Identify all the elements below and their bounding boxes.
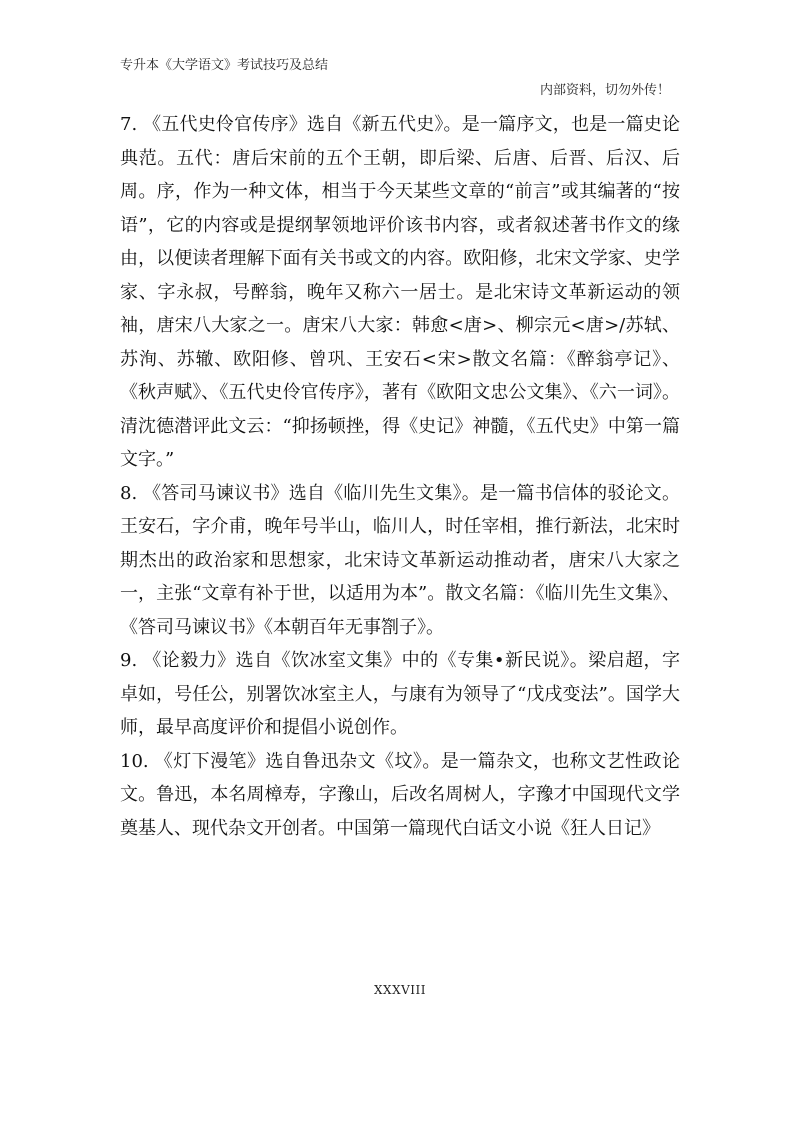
document-body xyxy=(120,108,680,845)
paragraph-item-9: 9. 《论毅力》选自《饮冰室文集》中的《专集•新民说》。梁启超，字卓如，号任公，别署饮冰室主人，与康有为领导了“戊戌变法”。国学大师，最早高度评价和提倡小说创作。 xyxy=(120,650,680,738)
page-number: XXXVIII xyxy=(373,983,426,997)
paragraph-item-8: 8. 《答司马谏议书》选自《临川先生文集》。是一篇书信体的驳论文。王安石，字介甫，晚年号半山，临川人，时任宰相，推行新法，北宋时期杰出的政治家和思想家，北宋诗文革新运动推动者，唐宋八大家之一，主张“文章有补于世，以适用为本”。散文名篇：《临川先生文集》、《答司马谏议书》《本朝百年无事劄子》。 xyxy=(120,482,680,638)
paragraph-item-7: 7. 《五代史伶官传序》选自《新五代史》。是一篇序文，也是一篇史论典范。五代：唐后宋前的五个王朝，即后梁、后唐、后晋、后汉、后周。序，作为一种文体，相当于今天某些文章的“前言”或其编著的“按语”，它的内容或是提纲挈领地评价该书内容，或者叙述著书作文的缘由，以便读者理解下面有关书或文的内容。欧阳修，北宋文学家、史学家、字永叔，号醉翁，晚年又称六一居士。是北宋诗文革新运动的领袖，唐宋八大家之一。唐宋八大家：韩愈<唐>、柳宗元<唐>/苏轼、苏洵、苏辙、欧阳修、曾巩、王安石<宋>散文名篇：《醉翁亭记》、《秋声赋》、《五代史伶官传序》，著有《欧阳文忠公文集》、《六一词》。清沈德潜评此文云：“抑扬顿挫，得《史记》神髓，《五代史》中第一篇文字。” xyxy=(120,114,680,470)
paragraph-item-10: 10. 《灯下漫笔》选自鲁迅杂文《坟》。是一篇杂文，也称文艺性政论文。鲁迅，本名周樟寿，字豫山，后改名周树人，字豫才中国现代文学奠基人、现代杂文开创者。中国第一篇现代白话文小说《狂人日记》 xyxy=(120,750,680,839)
document-header-title: 专升本《大学语文》考试技巧及总结 xyxy=(120,58,329,73)
confidential-notice: 内部资料，切勿外传！ xyxy=(539,83,670,98)
